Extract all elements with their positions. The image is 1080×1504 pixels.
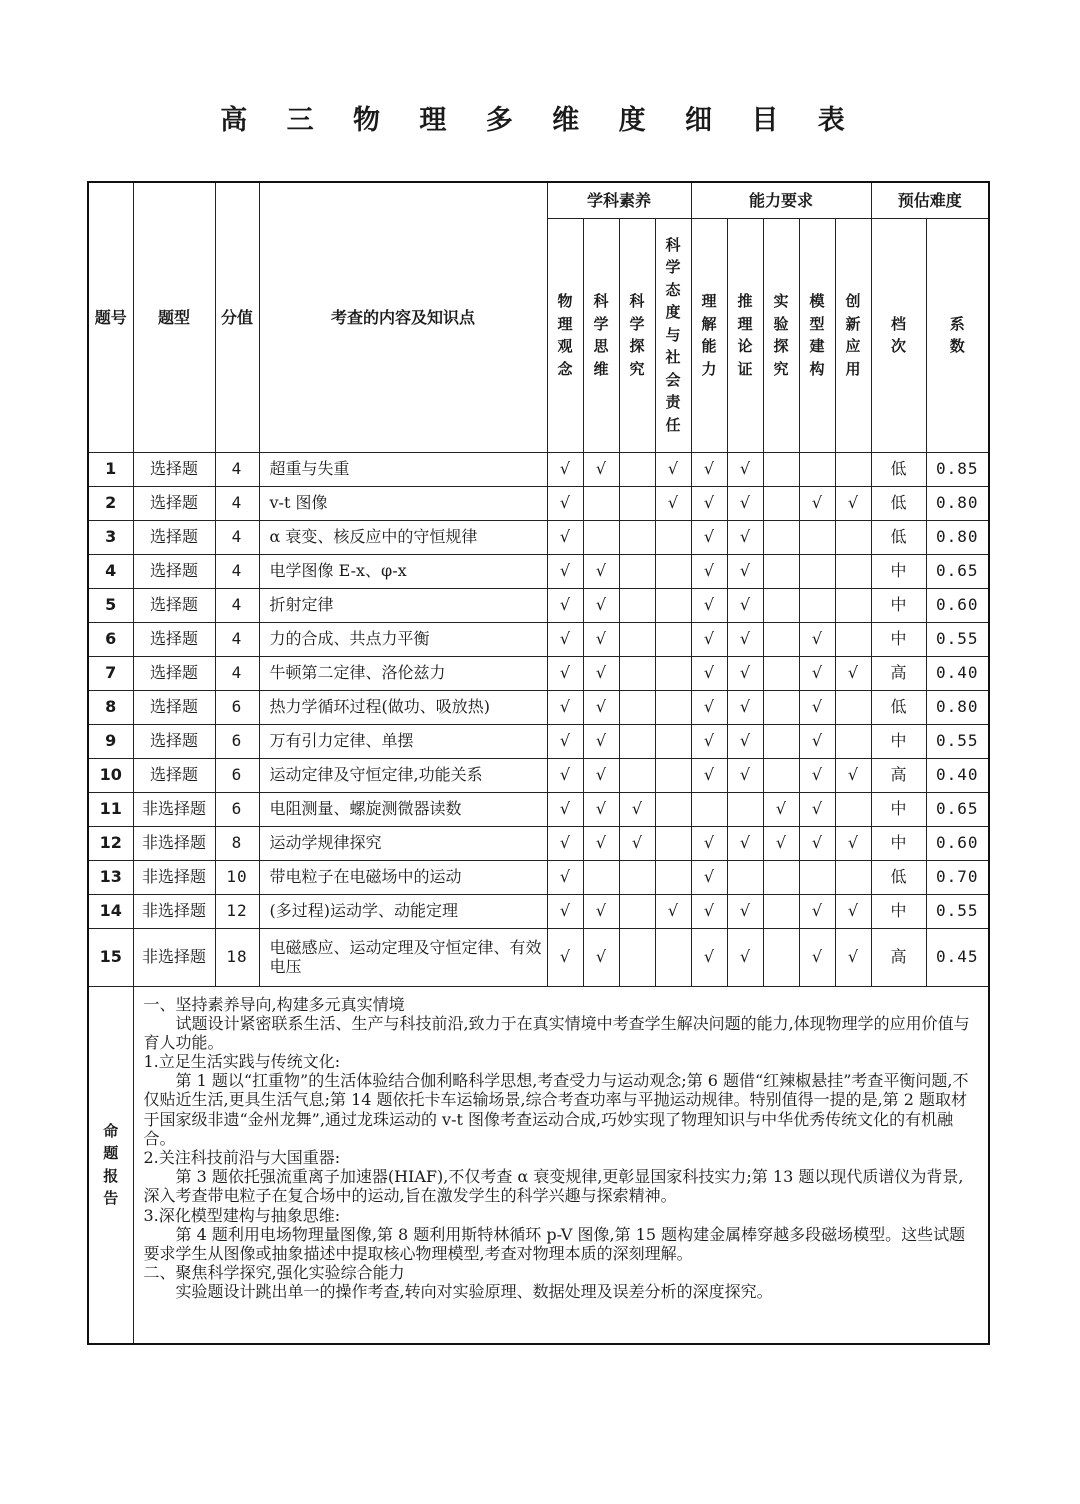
check-cell (835, 690, 871, 724)
difficulty-coef: 0.55 (926, 724, 989, 758)
report-paragraph: 实验题设计跳出单一的操作考查,转向对实验原理、数据处理及误差分析的深度探究。 (175, 1282, 773, 1302)
check-cell (583, 520, 619, 554)
check-cell (763, 894, 799, 928)
check-cell (619, 452, 655, 486)
page-title: 高 三 物 理 多 维 度 细 目 表 (220, 105, 860, 136)
check-cell: √ (547, 486, 583, 520)
check-cell: √ (835, 486, 871, 520)
check-cell: √ (727, 486, 763, 520)
table-row (88, 928, 989, 986)
check-cell: √ (583, 928, 619, 986)
difficulty-coef: 0.55 (926, 622, 989, 656)
check-cell (655, 690, 691, 724)
question-number: 2 (88, 486, 133, 520)
difficulty-level: 低 (871, 690, 926, 724)
check-cell (583, 486, 619, 520)
check-cell (835, 452, 871, 486)
check-cell (619, 486, 655, 520)
question-score: 4 (215, 520, 259, 554)
report-paragraph: 3.深化模型建构与抽象思维: (143, 1205, 341, 1225)
question-number: 11 (88, 792, 133, 826)
check-cell: √ (583, 894, 619, 928)
difficulty-coef: 0.60 (926, 588, 989, 622)
question-score: 6 (215, 758, 259, 792)
check-cell (619, 554, 655, 588)
question-type: 选择题 (133, 758, 215, 792)
check-cell: √ (727, 520, 763, 554)
difficulty-coef: 0.85 (926, 452, 989, 486)
check-cell (835, 792, 871, 826)
difficulty-level: 高 (871, 656, 926, 690)
check-cell: √ (583, 826, 619, 860)
question-score: 4 (215, 656, 259, 690)
check-cell (655, 792, 691, 826)
check-cell: √ (727, 588, 763, 622)
difficulty-level: 中 (871, 554, 926, 588)
check-cell: √ (799, 656, 835, 690)
difficulty-level: 中 (871, 792, 926, 826)
check-cell: √ (583, 724, 619, 758)
check-cell (835, 554, 871, 588)
table-row (88, 554, 989, 588)
check-cell: √ (691, 452, 727, 486)
difficulty-coef: 0.80 (926, 486, 989, 520)
difficulty-coef: 0.45 (926, 928, 989, 986)
header-sub-8: 模型建构 (799, 218, 835, 452)
check-cell (727, 792, 763, 826)
report-label: 命题报告 (88, 986, 133, 1344)
difficulty-coef: 0.65 (926, 554, 989, 588)
header-group-ability: 能力要求 (691, 182, 871, 218)
check-cell: √ (691, 724, 727, 758)
check-cell (835, 724, 871, 758)
check-cell (619, 690, 655, 724)
question-number: 10 (88, 758, 133, 792)
check-cell: √ (799, 724, 835, 758)
question-number: 15 (88, 928, 133, 986)
difficulty-level: 低 (871, 520, 926, 554)
check-cell: √ (547, 826, 583, 860)
check-cell: √ (727, 554, 763, 588)
check-cell: √ (547, 894, 583, 928)
question-content: 折射定律 (259, 588, 547, 622)
check-cell (763, 860, 799, 894)
check-cell (763, 690, 799, 724)
question-content: 力的合成、共点力平衡 (259, 622, 547, 656)
table-row (88, 690, 989, 724)
question-content: v-t 图像 (259, 486, 547, 520)
difficulty-level: 低 (871, 486, 926, 520)
check-cell (655, 826, 691, 860)
table-row (88, 656, 989, 690)
check-cell: √ (547, 656, 583, 690)
table-row (88, 452, 989, 486)
question-content: 热力学循环过程(做功、吸放热) (259, 690, 547, 724)
header-type: 题型 (133, 182, 215, 452)
check-cell (619, 520, 655, 554)
check-cell: √ (583, 554, 619, 588)
table-row (88, 758, 989, 792)
check-cell: √ (547, 554, 583, 588)
check-cell (655, 758, 691, 792)
difficulty-level: 高 (871, 758, 926, 792)
check-cell (835, 860, 871, 894)
check-cell: √ (691, 486, 727, 520)
header-sub-6: 推理论证 (727, 218, 763, 452)
check-cell: √ (691, 758, 727, 792)
difficulty-coef: 0.80 (926, 520, 989, 554)
check-cell: √ (619, 826, 655, 860)
check-cell: √ (691, 690, 727, 724)
check-cell: √ (547, 860, 583, 894)
check-cell: √ (619, 792, 655, 826)
check-cell: √ (547, 724, 583, 758)
check-cell (799, 520, 835, 554)
check-cell (655, 622, 691, 656)
header-no: 题号 (88, 182, 133, 452)
question-content: 牛顿第二定律、洛伦兹力 (259, 656, 547, 690)
check-cell: √ (835, 928, 871, 986)
question-content: 带电粒子在电磁场中的运动 (259, 860, 547, 894)
check-cell (763, 486, 799, 520)
question-content: 超重与失重 (259, 452, 547, 486)
check-cell: √ (691, 588, 727, 622)
check-cell: √ (691, 554, 727, 588)
check-cell (619, 724, 655, 758)
check-cell (763, 622, 799, 656)
detail-table (87, 181, 990, 1345)
check-cell: √ (835, 894, 871, 928)
report-paragraph: 第 4 题利用电场物理量图像,第 8 题利用斯特林循环 p-V 图像,第 15 题构建金属棒穿越多段磁场模型。这些试题要求学生从图像或抽象描述中提取核心物理模型,考查对物理本质的深刻理解。 (143, 1224, 966, 1263)
difficulty-level: 中 (871, 826, 926, 860)
question-score: 4 (215, 622, 259, 656)
check-cell (655, 656, 691, 690)
check-cell (619, 622, 655, 656)
check-cell: √ (691, 826, 727, 860)
check-cell (799, 588, 835, 622)
check-cell (583, 860, 619, 894)
question-type: 选择题 (133, 486, 215, 520)
difficulty-coef: 0.40 (926, 656, 989, 690)
difficulty-coef: 0.80 (926, 690, 989, 724)
question-number: 12 (88, 826, 133, 860)
check-cell: √ (799, 758, 835, 792)
check-cell (763, 554, 799, 588)
check-cell: √ (727, 826, 763, 860)
question-type: 非选择题 (133, 894, 215, 928)
check-cell (619, 894, 655, 928)
check-cell (835, 520, 871, 554)
check-cell (799, 452, 835, 486)
check-cell: √ (691, 520, 727, 554)
question-number: 5 (88, 588, 133, 622)
check-cell: √ (547, 588, 583, 622)
check-cell: √ (763, 826, 799, 860)
check-cell: √ (691, 860, 727, 894)
check-cell (763, 724, 799, 758)
check-cell: √ (727, 452, 763, 486)
question-score: 18 (215, 928, 259, 986)
question-type: 非选择题 (133, 792, 215, 826)
check-cell: √ (799, 894, 835, 928)
report-paragraph: 二、聚焦科学探究,强化实验综合能力 (143, 1263, 405, 1283)
check-cell (835, 622, 871, 656)
check-cell: √ (583, 588, 619, 622)
question-content: α 衰变、核反应中的守恒规律 (259, 520, 547, 554)
check-cell: √ (691, 928, 727, 986)
difficulty-level: 中 (871, 622, 926, 656)
header-sub-5: 理解能力 (691, 218, 727, 452)
header-sub-1: 物理观念 (547, 218, 583, 452)
check-cell: √ (547, 520, 583, 554)
check-cell: √ (655, 894, 691, 928)
check-cell: √ (583, 452, 619, 486)
check-cell: √ (583, 622, 619, 656)
report-paragraph: 试题设计紧密联系生活、生产与科技前沿,致力于在真实情境中考查学生解决问题的能力,体现物理学的应用价值与育人功能。 (143, 1013, 970, 1052)
check-cell: √ (547, 622, 583, 656)
check-cell: √ (727, 656, 763, 690)
check-cell (655, 520, 691, 554)
check-cell: √ (655, 486, 691, 520)
table-row (88, 860, 989, 894)
question-number: 3 (88, 520, 133, 554)
check-cell: √ (799, 690, 835, 724)
question-number: 13 (88, 860, 133, 894)
check-cell: √ (547, 452, 583, 486)
question-content: 电学图像 E-x、φ-x (259, 554, 547, 588)
check-cell (619, 758, 655, 792)
check-cell: √ (763, 792, 799, 826)
difficulty-coef: 0.65 (926, 792, 989, 826)
check-cell (619, 588, 655, 622)
question-content: 电磁感应、运动定理及守恒定律、有效电压 (259, 928, 547, 986)
report-paragraph: 第 3 题依托强流重离子加速器(HIAF),不仅考查 α 衰变规律,更彰显国家科技实力;第 13 题以现代质谱仪为背景,深入考查带电粒子在复合场中的运动,旨在激发学生的科学兴趣与探索精神。 (143, 1167, 964, 1206)
header-sub-4: 科学态度与社会责任 (655, 218, 691, 452)
check-cell: √ (691, 622, 727, 656)
question-score: 8 (215, 826, 259, 860)
check-cell (763, 520, 799, 554)
question-type: 选择题 (133, 656, 215, 690)
check-cell (619, 656, 655, 690)
question-score: 6 (215, 792, 259, 826)
question-content: 运动学规律探究 (259, 826, 547, 860)
check-cell: √ (835, 656, 871, 690)
check-cell (655, 860, 691, 894)
check-cell (655, 928, 691, 986)
report-paragraph: 一、坚持素养导向,构建多元真实情境 (143, 994, 405, 1014)
check-cell: √ (727, 894, 763, 928)
question-type: 非选择题 (133, 860, 215, 894)
check-cell: √ (799, 792, 835, 826)
report-paragraph: 第 1 题以“扛重物”的生活体验结合伽利略科学思想,考查受力与运动观念;第 6 题借“红辣椒悬挂”考查平衡问题,不仅贴近生活,更具生活气息;第 14 题依托卡车运输场景,综合考查功率与平抛运动规律。特别值得一提的是,第 2 题取材于国家级非遗“金州龙舞”,通过龙珠运动的 v-t 图像考查运动合成,巧妙实现了物理知识与中华优秀传统文化的有机融合。 (143, 1071, 969, 1148)
check-cell: √ (547, 758, 583, 792)
check-cell (763, 452, 799, 486)
check-cell (763, 928, 799, 986)
check-cell: √ (727, 724, 763, 758)
check-cell: √ (799, 486, 835, 520)
check-cell: √ (799, 622, 835, 656)
question-score: 6 (215, 690, 259, 724)
check-cell (835, 588, 871, 622)
report-paragraph: 1.立足生活实践与传统文化: (143, 1052, 341, 1072)
header-coef: 系数 (926, 218, 989, 452)
difficulty-level: 中 (871, 724, 926, 758)
check-cell (763, 758, 799, 792)
question-score: 4 (215, 452, 259, 486)
check-cell (691, 792, 727, 826)
check-cell (799, 860, 835, 894)
difficulty-level: 高 (871, 928, 926, 986)
question-type: 选择题 (133, 554, 215, 588)
question-number: 7 (88, 656, 133, 690)
check-cell (619, 860, 655, 894)
question-number: 4 (88, 554, 133, 588)
header-level: 档次 (871, 218, 926, 452)
question-score: 10 (215, 860, 259, 894)
header-score: 分值 (215, 182, 259, 452)
table-row (88, 588, 989, 622)
check-cell (763, 588, 799, 622)
check-cell: √ (727, 690, 763, 724)
header-content: 考查的内容及知识点 (259, 182, 547, 452)
table-row (88, 622, 989, 656)
table-row (88, 724, 989, 758)
difficulty-level: 中 (871, 894, 926, 928)
question-number: 1 (88, 452, 133, 486)
check-cell (799, 554, 835, 588)
table-row (88, 792, 989, 826)
table-row (88, 520, 989, 554)
check-cell: √ (799, 928, 835, 986)
question-type: 选择题 (133, 690, 215, 724)
question-number: 9 (88, 724, 133, 758)
check-cell (763, 656, 799, 690)
check-cell: √ (727, 622, 763, 656)
check-cell: √ (835, 758, 871, 792)
question-score: 12 (215, 894, 259, 928)
check-cell: √ (547, 928, 583, 986)
question-content: 运动定律及守恒定律,功能关系 (259, 758, 547, 792)
question-number: 14 (88, 894, 133, 928)
check-cell (619, 928, 655, 986)
header-sub-9: 创新应用 (835, 218, 871, 452)
check-cell: √ (655, 452, 691, 486)
difficulty-level: 低 (871, 860, 926, 894)
check-cell (655, 554, 691, 588)
check-cell: √ (727, 758, 763, 792)
header-sub-7: 实验探究 (763, 218, 799, 452)
question-content: 电阻测量、螺旋测微器读数 (259, 792, 547, 826)
question-content: (多过程)运动学、动能定理 (259, 894, 547, 928)
header-sub-3: 科学探究 (619, 218, 655, 452)
check-cell: √ (691, 894, 727, 928)
table-row (88, 826, 989, 860)
question-type: 选择题 (133, 622, 215, 656)
table-row (88, 894, 989, 928)
question-type: 选择题 (133, 724, 215, 758)
check-cell: √ (727, 928, 763, 986)
check-cell: √ (799, 826, 835, 860)
difficulty-level: 低 (871, 452, 926, 486)
question-number: 6 (88, 622, 133, 656)
check-cell: √ (583, 758, 619, 792)
report-paragraph: 2.关注科技前沿与大国重器: (143, 1148, 341, 1167)
header-group-difficulty: 预估难度 (871, 182, 989, 218)
question-type: 选择题 (133, 588, 215, 622)
check-cell: √ (835, 826, 871, 860)
question-type: 选择题 (133, 520, 215, 554)
question-type: 非选择题 (133, 826, 215, 860)
check-cell: √ (583, 656, 619, 690)
question-score: 4 (215, 588, 259, 622)
check-cell (727, 860, 763, 894)
question-type: 选择题 (133, 452, 215, 486)
report-body (133, 986, 989, 1344)
check-cell (655, 724, 691, 758)
difficulty-level: 中 (871, 588, 926, 622)
question-type: 非选择题 (133, 928, 215, 986)
question-number: 8 (88, 690, 133, 724)
difficulty-coef: 0.60 (926, 826, 989, 860)
difficulty-coef: 0.55 (926, 894, 989, 928)
question-score: 4 (215, 486, 259, 520)
header-group-literacy: 学科素养 (547, 182, 691, 218)
question-score: 6 (215, 724, 259, 758)
check-cell: √ (583, 792, 619, 826)
question-content: 万有引力定律、单摆 (259, 724, 547, 758)
difficulty-coef: 0.70 (926, 860, 989, 894)
question-score: 4 (215, 554, 259, 588)
table-row (88, 486, 989, 520)
header-sub-2: 科学思维 (583, 218, 619, 452)
check-cell: √ (547, 690, 583, 724)
check-cell: √ (583, 690, 619, 724)
difficulty-coef: 0.40 (926, 758, 989, 792)
check-cell: √ (691, 656, 727, 690)
check-cell (655, 588, 691, 622)
check-cell: √ (547, 792, 583, 826)
